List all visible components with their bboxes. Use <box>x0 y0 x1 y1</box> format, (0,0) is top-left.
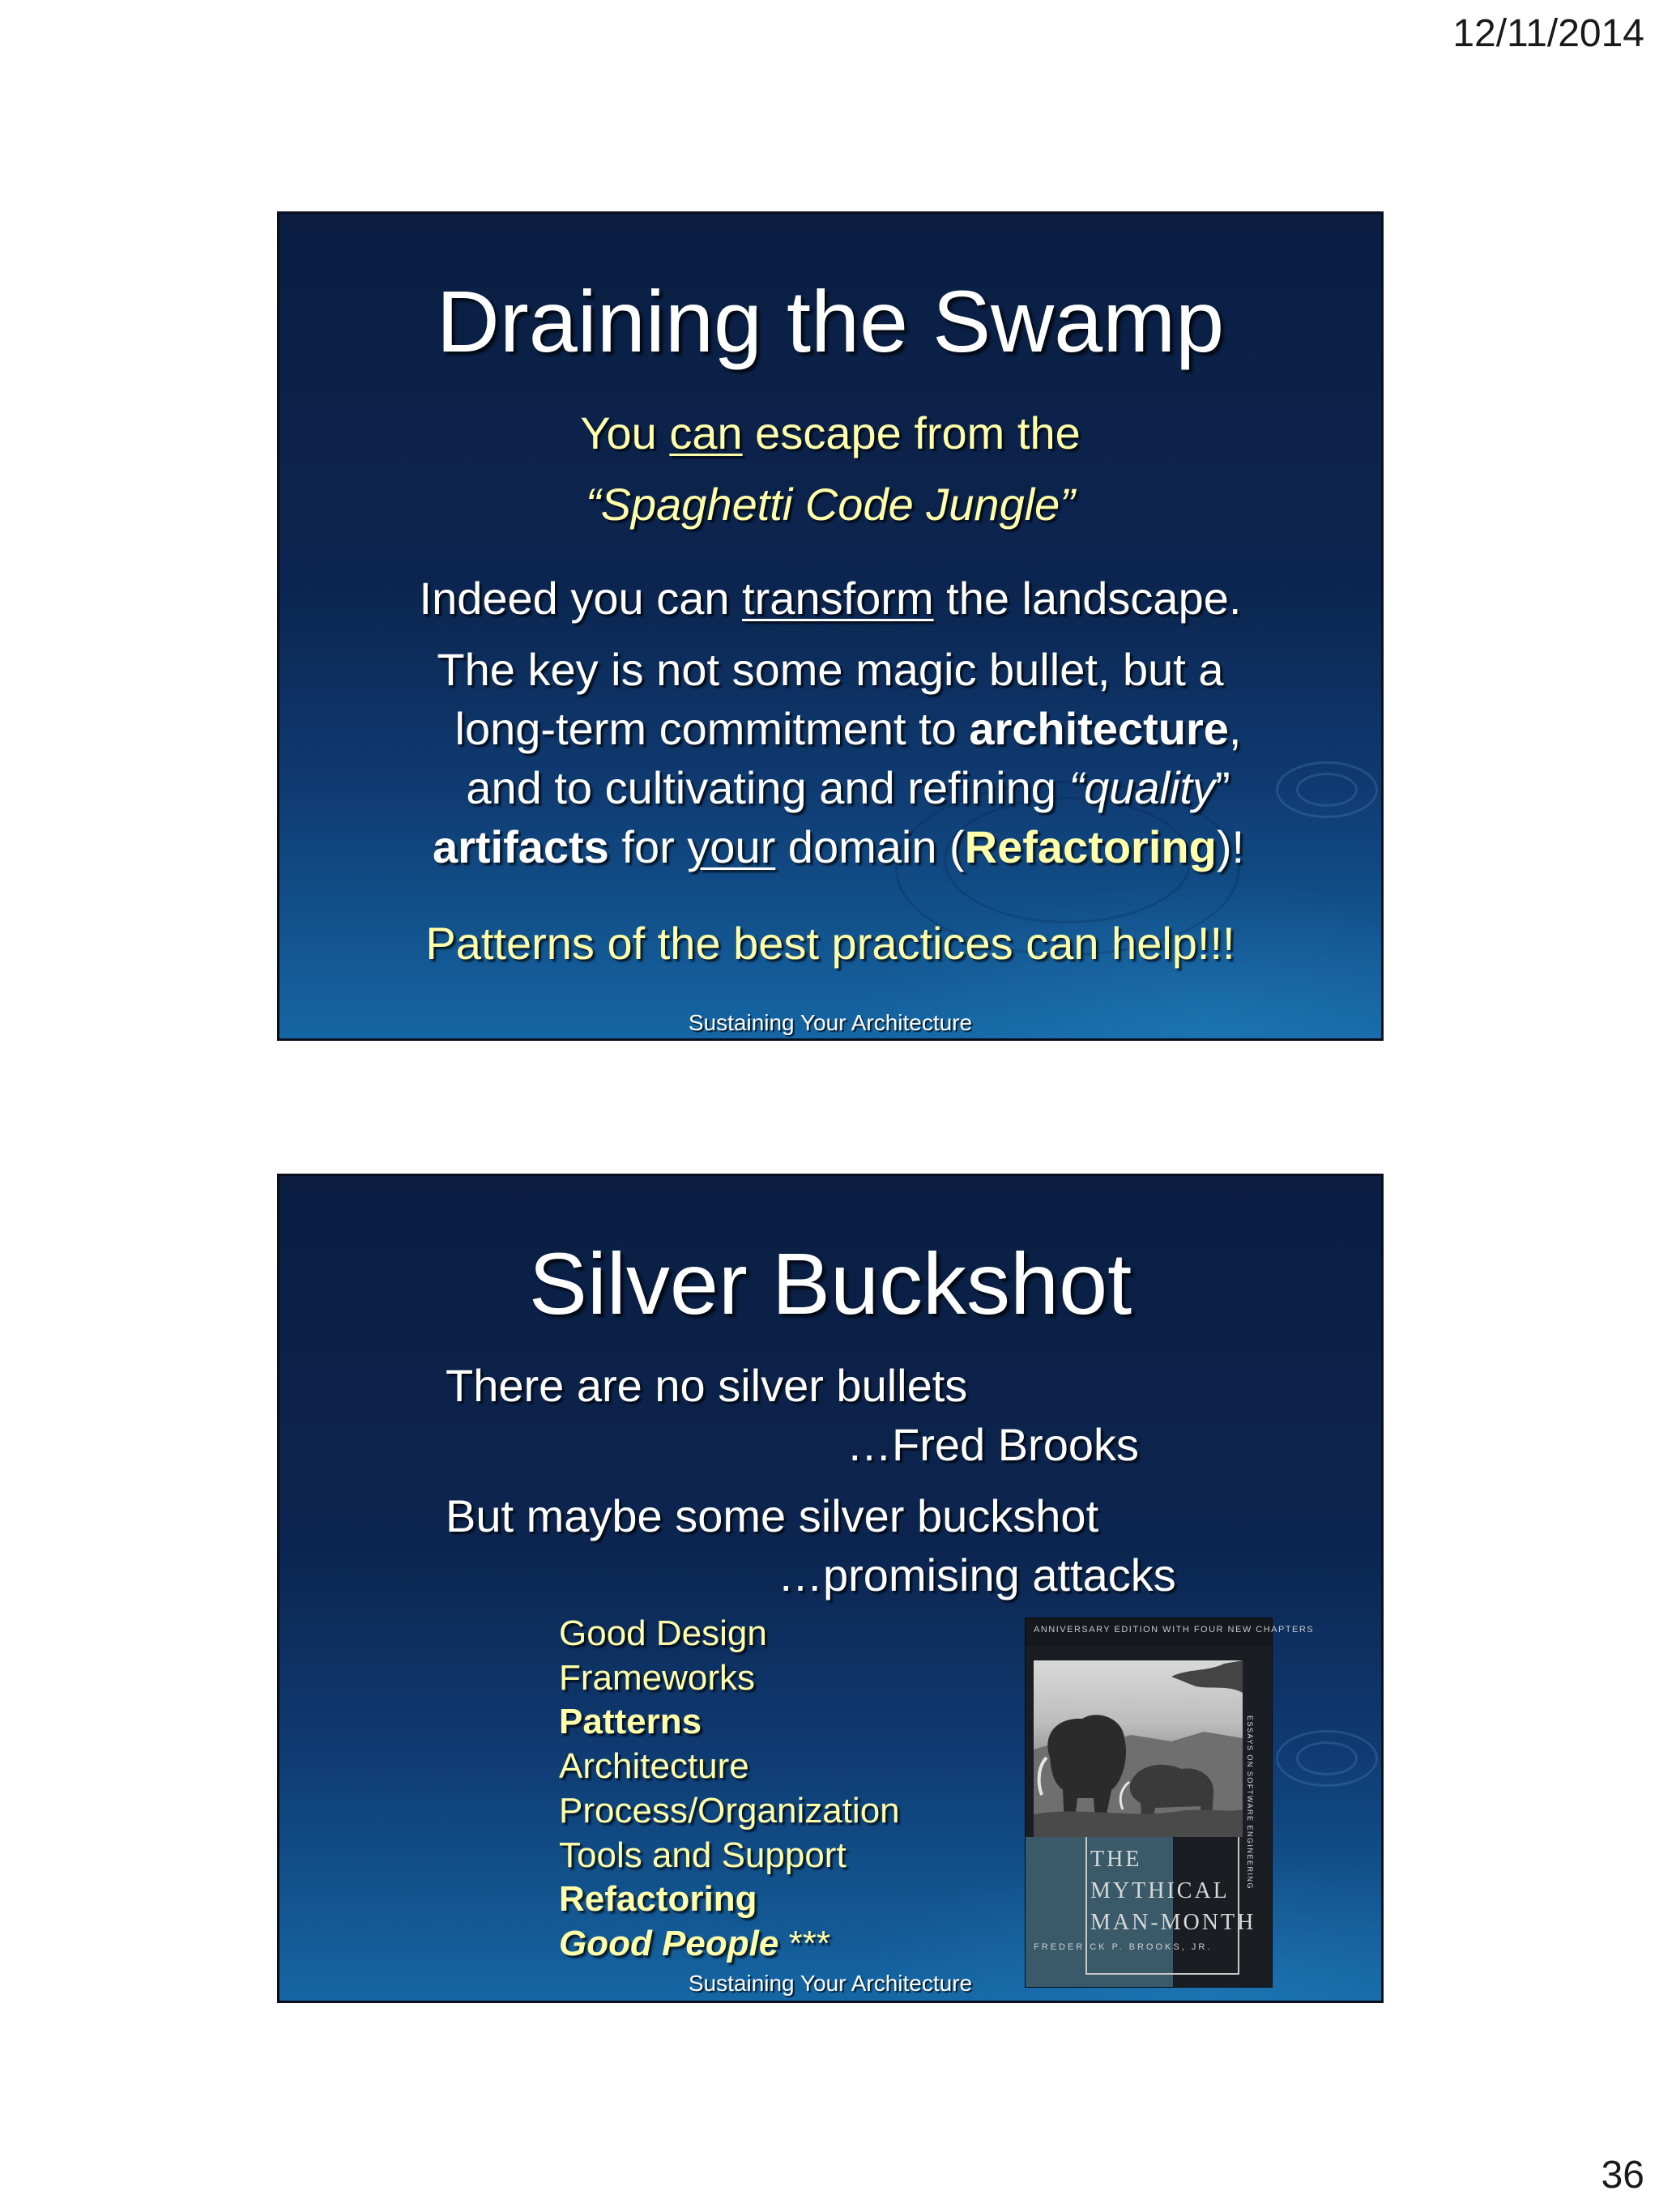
list-item: Tools and Support <box>559 1835 847 1875</box>
quote-2-attribution: …promising attacks <box>778 1549 1176 1600</box>
subtitle-text: You <box>580 407 670 458</box>
page-number: 36 <box>1601 2154 1644 2197</box>
subtitle-emphasis: can <box>669 407 743 458</box>
paragraph-text: long-term commitment to <box>454 703 970 754</box>
paragraph-text: and to cultivating and refining <box>466 762 1069 813</box>
slide-title: Draining the Swamp <box>436 272 1225 370</box>
paragraph-2-line-2 <box>297 702 1399 755</box>
list-item: Refactoring <box>559 1879 757 1920</box>
list-item: Patterns <box>559 1702 702 1742</box>
quote-1: There are no silver bullets <box>446 1360 968 1411</box>
book-spine-text: ESSAYS ON SOFTWARE ENGINEERING <box>1246 1715 1254 1890</box>
paragraph-text: , <box>1228 703 1242 754</box>
paragraph-2-line-4 <box>288 820 1389 873</box>
paragraph-emphasis: transform <box>742 573 934 624</box>
slide-draining-the-swamp <box>277 211 1384 1041</box>
paragraph-1 <box>279 572 1381 624</box>
paragraph-bold: architecture <box>969 703 1229 754</box>
slide-footer: Sustaining Your Architecture <box>688 1971 973 1996</box>
subtitle-line-1 <box>279 407 1381 459</box>
list-item-suffix: *** <box>778 1923 830 1963</box>
paragraph-bold-highlight: Refactoring <box>964 821 1217 872</box>
book-author: FREDERICK P. BROOKS, JR. <box>1034 1942 1213 1952</box>
paragraph-emphasis: your <box>687 821 776 872</box>
closing-statement: Patterns of the best practices can help!!! <box>425 918 1235 969</box>
book-illustration <box>1034 1660 1243 1837</box>
ripple-decoration <box>1276 1730 1378 1787</box>
paragraph-text: domain ( <box>775 821 965 872</box>
slide-title: Silver Buckshot <box>528 1234 1132 1332</box>
subtitle-text: escape from the <box>742 407 1081 458</box>
paragraph-text: ” <box>1214 762 1230 813</box>
paragraph-bold: artifacts <box>432 821 609 872</box>
list-item: Frameworks <box>559 1657 756 1698</box>
book-title-line: THE <box>1090 1847 1142 1872</box>
subtitle-line-2: “Spaghetti Code Jungle” <box>586 479 1075 530</box>
book-title-line: MYTHICAL <box>1090 1878 1230 1903</box>
paragraph-2-line-1: The key is not some magic bullet, but a <box>437 644 1224 695</box>
book-cover-image <box>1025 1617 1315 1988</box>
book-banner <box>1026 1618 1315 1646</box>
mammoth-illustration-icon <box>1034 1660 1243 1837</box>
paragraph-2-line-3 <box>297 761 1399 814</box>
list-item: Good Design <box>559 1613 767 1653</box>
page-date: 12/11/2014 <box>1452 12 1644 55</box>
paragraph-text: )! <box>1216 821 1245 872</box>
slide-footer: Sustaining Your Architecture <box>688 1010 973 1035</box>
paragraph-text: the landscape. <box>933 573 1242 624</box>
slide-silver-buckshot <box>277 1174 1384 2003</box>
paragraph-text: Indeed you can <box>419 573 743 624</box>
book-title-line: MAN-MONTH <box>1090 1910 1256 1935</box>
book-banner-text: ANNIVERSARY EDITION WITH FOUR NEW CHAPTERS <box>1034 1625 1315 1634</box>
quote-2: But maybe some silver buckshot <box>446 1490 1099 1541</box>
quote-1-attribution: …Fred Brooks <box>847 1419 1139 1470</box>
book-title <box>1090 1843 1256 1938</box>
paragraph-text: for <box>608 821 688 872</box>
paragraph-italic: “quality <box>1068 762 1215 813</box>
list-item-label: Good People <box>559 1923 779 1963</box>
list-item <box>559 1922 900 1967</box>
promising-attacks-list <box>559 1612 900 1967</box>
list-item: Process/Organization <box>559 1790 900 1831</box>
list-item: Architecture <box>559 1746 749 1787</box>
